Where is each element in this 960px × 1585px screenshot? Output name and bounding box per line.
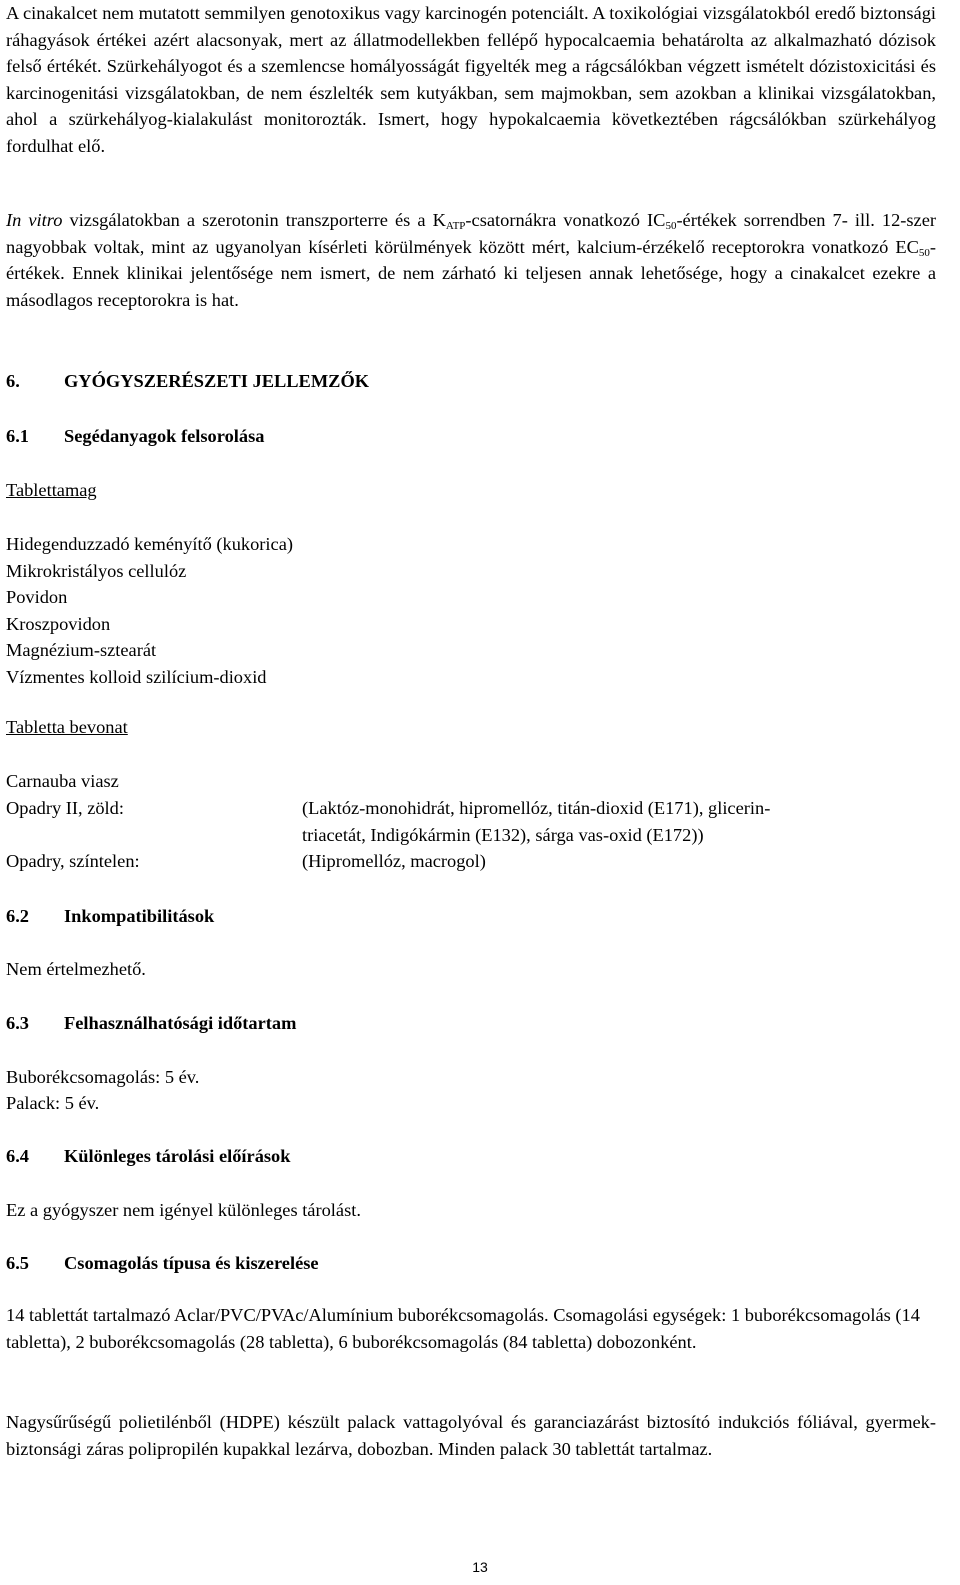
section-6-heading (6, 368, 369, 394)
coat-table (6, 795, 936, 875)
tox-paragraph: A cinakalcet nem mutatott semmilyen genotoxikus vagy karcinogén potenciált. A toxikológiai vizsgálatokból eredő biztonsági ráhagyások értékei azért alacsonyak, mert az állatmodellekben fellépő hypocalcaemia behatárolta az alkalmazható dózisok felső értékét. Szürkehályogot és a szemlencse homályosságát figyelték meg a rágcsálókban végzett ismételt dózistoxicitási és karcinogenitási vizsgálatokban, de nem észlelték sem kutyákban, sem majmokban, sem azokban a klinikai vizsgálatokban, ahol a szürkehályog-kialakulást monitorozták. Ismert, hogy hypokalcaemia következtében rágcsálókban szürkehályog fordulhat elő. (6, 3, 936, 156)
core-label: Tablettamag (6, 480, 97, 500)
coat-label: Tabletta bevonat (6, 717, 128, 737)
section-6-5-title: Csomagolás típusa és kiszerelése (64, 1253, 319, 1273)
coat-desc-line: triacetát, Indigókármin (E132), sárga vas-oxid (E172)) (302, 824, 704, 845)
section-6-1-number: 6.1 (6, 426, 29, 446)
section-6-4-heading (6, 1143, 290, 1169)
section-6-title: GYÓGYSZERÉSZETI JELLEMZŐK (64, 371, 370, 391)
coat-item-opadry-clear-desc: (Hipromellóz, macrogol) (302, 851, 486, 871)
section-6-1-heading (6, 423, 264, 449)
coat-item-opadry-clear-name: Opadry, színtelen: (6, 851, 140, 871)
invitro-text-a: vizsgálatokban a szerotonin transzporterre és a K (62, 210, 446, 230)
section-6-5-para-2: Nagysűrűségű polietilénből (HDPE) készült palack vattagolyóval és garanciazárást biztosító indukciós fóliával, gyermek-biztonsági záras polipropilén kupakkal lezárva, dobozban. Minden palack 30 tablettát tartalmaz. (6, 1412, 936, 1459)
page-number: 13 (472, 1559, 488, 1575)
section-6-5-heading (6, 1250, 319, 1276)
section-6-3-title: Felhasználhatósági időtartam (64, 1013, 297, 1033)
invitro-text-c: -értékek sorrendben 7- ill. 12-szer nagyobbak voltak, mint az ugyanolyan kísérleti körülmények között mért, kalcium-érzékelő receptorokra vonatkozó EC (6, 210, 937, 257)
coat-item-carnauba: Carnauba viasz (6, 771, 119, 791)
invitro-paragraph (6, 207, 936, 313)
invitro-sub-50b: 50 (918, 246, 930, 259)
section-6-2-text: Nem értelmezhető. (6, 959, 146, 979)
list-item: Kroszpovidon (6, 613, 111, 634)
invitro-text-b: -csatornákra vonatkozó IC (465, 210, 666, 230)
section-6-5-para-1: 14 tablettát tartalmazó Aclar/PVC/PVAc/Alumínium buborékcsomagolás. Csomagolási egységek: 1 buborékcsomagolás (14 tabletta), 2 buborékcsomagolás (28 tabletta), 6 buborékcsomagolás (84 tabletta) dobozonként. (6, 1305, 920, 1352)
coat-item-opadry-green-name: Opadry II, zöld: (6, 798, 124, 818)
invitro-sub-50a: 50 (665, 220, 677, 232)
section-6-2-title: Inkompatibilitások (64, 906, 215, 926)
section-6-3-number: 6.3 (6, 1013, 29, 1033)
invitro-italic: In vitro (6, 210, 63, 230)
section-6-3-line-1: Buborékcsomagolás: 5 év. (6, 1067, 200, 1087)
coat-desc-line: (Laktóz-monohidrát, hipromellóz, titán-dioxid (E171), glicerin- (302, 798, 771, 818)
section-6-5-number: 6.5 (6, 1253, 29, 1273)
list-item: Vízmentes kolloid szilícium-dioxid (6, 666, 267, 687)
list-item: Magnézium-sztearát (6, 640, 157, 661)
section-6-4-text: Ez a gyógyszer nem igényel különleges tárolást. (6, 1200, 361, 1220)
invitro-sub-atp: ATP (445, 220, 466, 232)
section-6-2-number: 6.2 (6, 906, 29, 926)
section-6-2-heading (6, 903, 214, 929)
core-list (6, 531, 293, 691)
list-item: Hidegenduzzadó keményítő (kukorica) (6, 534, 293, 554)
section-6-3-line-2: Palack: 5 év. (6, 1093, 100, 1113)
section-6-number: 6. (6, 371, 20, 391)
list-item: Mikrokristályos cellulóz (6, 560, 187, 581)
section-6-3-heading (6, 1010, 296, 1036)
section-6-4-number: 6.4 (6, 1146, 29, 1166)
coat-item-opadry-green-desc (302, 795, 936, 848)
invitro-text-d: -értékek. Ennek klinikai jelentősége nem ismert, de nem zárható ki teljesen annak lehetősége, hogy a cinakalcet ezekre a másodlagos receptorokra is hat. (6, 236, 936, 310)
section-6-1-title: Segédanyagok felsorolása (64, 426, 265, 446)
section-6-4-title: Különleges tárolási előírások (64, 1146, 291, 1166)
document-page (6, 0, 936, 1585)
list-item: Povidon (6, 587, 68, 608)
